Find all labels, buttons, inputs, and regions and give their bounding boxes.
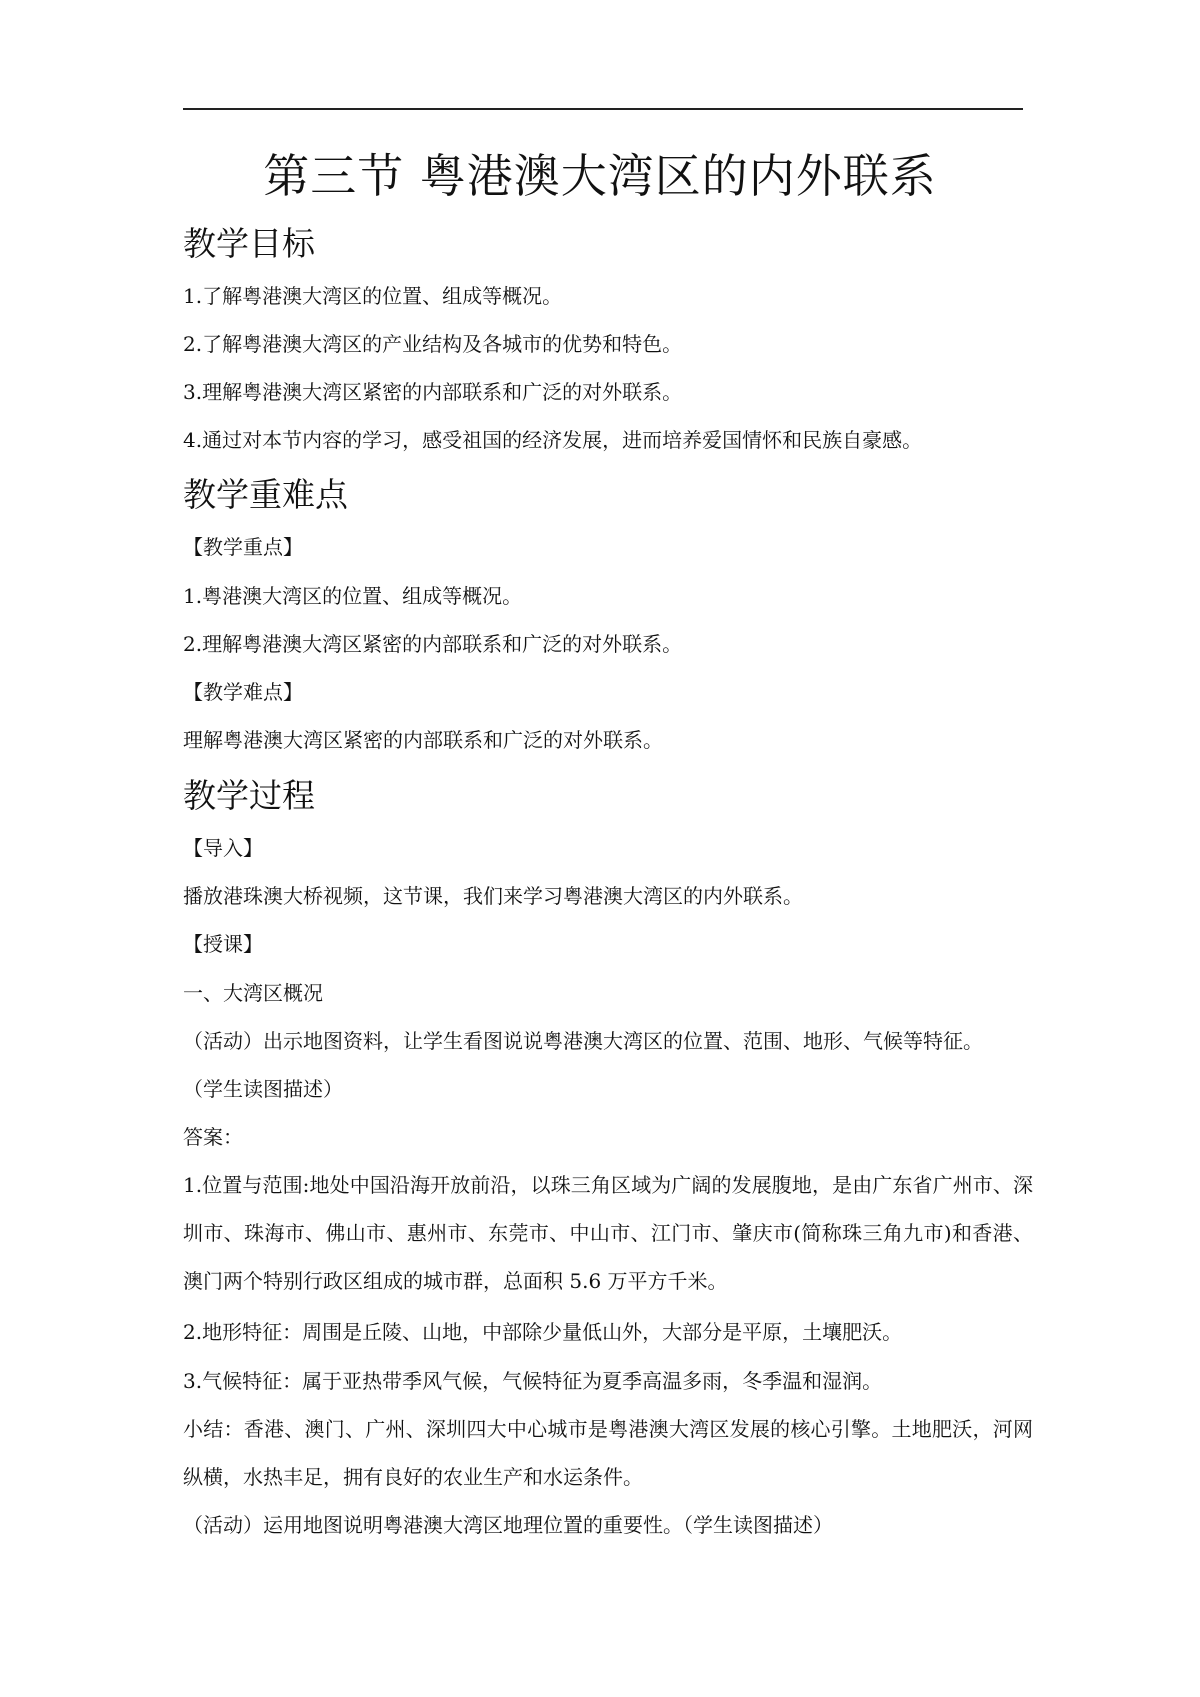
goal-item-4: 4.通过对本节内容的学习，感受祖国的经济发展，进而培养爱国情怀和民族自豪感。 [183, 428, 923, 452]
focus-item-1: 1.粤港澳大湾区的位置、组成等概况。 [183, 584, 523, 608]
part1-title: 一、大湾区概况 [183, 981, 323, 1005]
activity-1: （活动）出示地图资料，让学生看图说说粤港澳大湾区的位置、范围、地形、气候等特征。 [183, 1029, 983, 1053]
difficulty-text: 理解粤港澳大湾区紧密的内部联系和广泛的对外联系。 [183, 728, 663, 752]
heading-teaching-process: 教学过程 [183, 776, 315, 815]
answer-3-climate: 3.气候特征：属于亚热带季风气候，气候特征为夏季高温多雨，冬季温和湿润。 [183, 1369, 883, 1393]
heading-key-difficult-points: 教学重难点 [183, 475, 348, 514]
lecture-label: 【授课】 [183, 932, 263, 956]
activity-1-note: （学生读图描述） [183, 1077, 343, 1101]
difficulty-label: 【教学难点】 [183, 680, 303, 704]
summary-text: 小结：香港、澳门、广州、深圳四大中心城市是粤港澳大湾区发展的核心引擎。土地肥沃，河网纵横，水热丰足，拥有良好的农业生产和水运条件。 [183, 1417, 1033, 1489]
goal-item-3: 3.理解粤港澳大湾区紧密的内部联系和广泛的对外联系。 [183, 380, 683, 404]
goal-item-2: 2.了解粤港澳大湾区的产业结构及各城市的优势和特色。 [183, 332, 683, 356]
intro-text: 播放港珠澳大桥视频，这节课，我们来学习粤港澳大湾区的内外联系。 [183, 884, 803, 908]
focus-label: 【教学重点】 [183, 535, 303, 559]
answer-2-terrain: 2.地形特征：周围是丘陵、山地，中部除少量低山外，大部分是平原，土壤肥沃。 [183, 1320, 903, 1344]
page-title: 第三节 粤港澳大湾区的内外联系 [263, 149, 937, 203]
heading-teaching-goals: 教学目标 [183, 224, 315, 263]
intro-label: 【导入】 [183, 836, 263, 860]
answer-label: 答案： [183, 1125, 243, 1149]
goal-item-1: 1.了解粤港澳大湾区的位置、组成等概况。 [183, 284, 563, 308]
header-rule [183, 108, 1023, 110]
answer-1-location-scope: 1.位置与范围:地处中国沿海开放前沿，以珠三角区域为广阔的发展腹地，是由广东省广州市、深圳市、珠海市、佛山市、惠州市、东莞市、中山市、江门市、肇庆市(简称珠三角九市)和香港、澳门两个特别行政区组成的城市群，总面积 5.6 万平方千米。 [183, 1173, 1033, 1293]
activity-2: （活动）运用地图说明粤港澳大湾区地理位置的重要性。（学生读图描述） [183, 1513, 833, 1537]
focus-item-2: 2.理解粤港澳大湾区紧密的内部联系和广泛的对外联系。 [183, 632, 683, 656]
